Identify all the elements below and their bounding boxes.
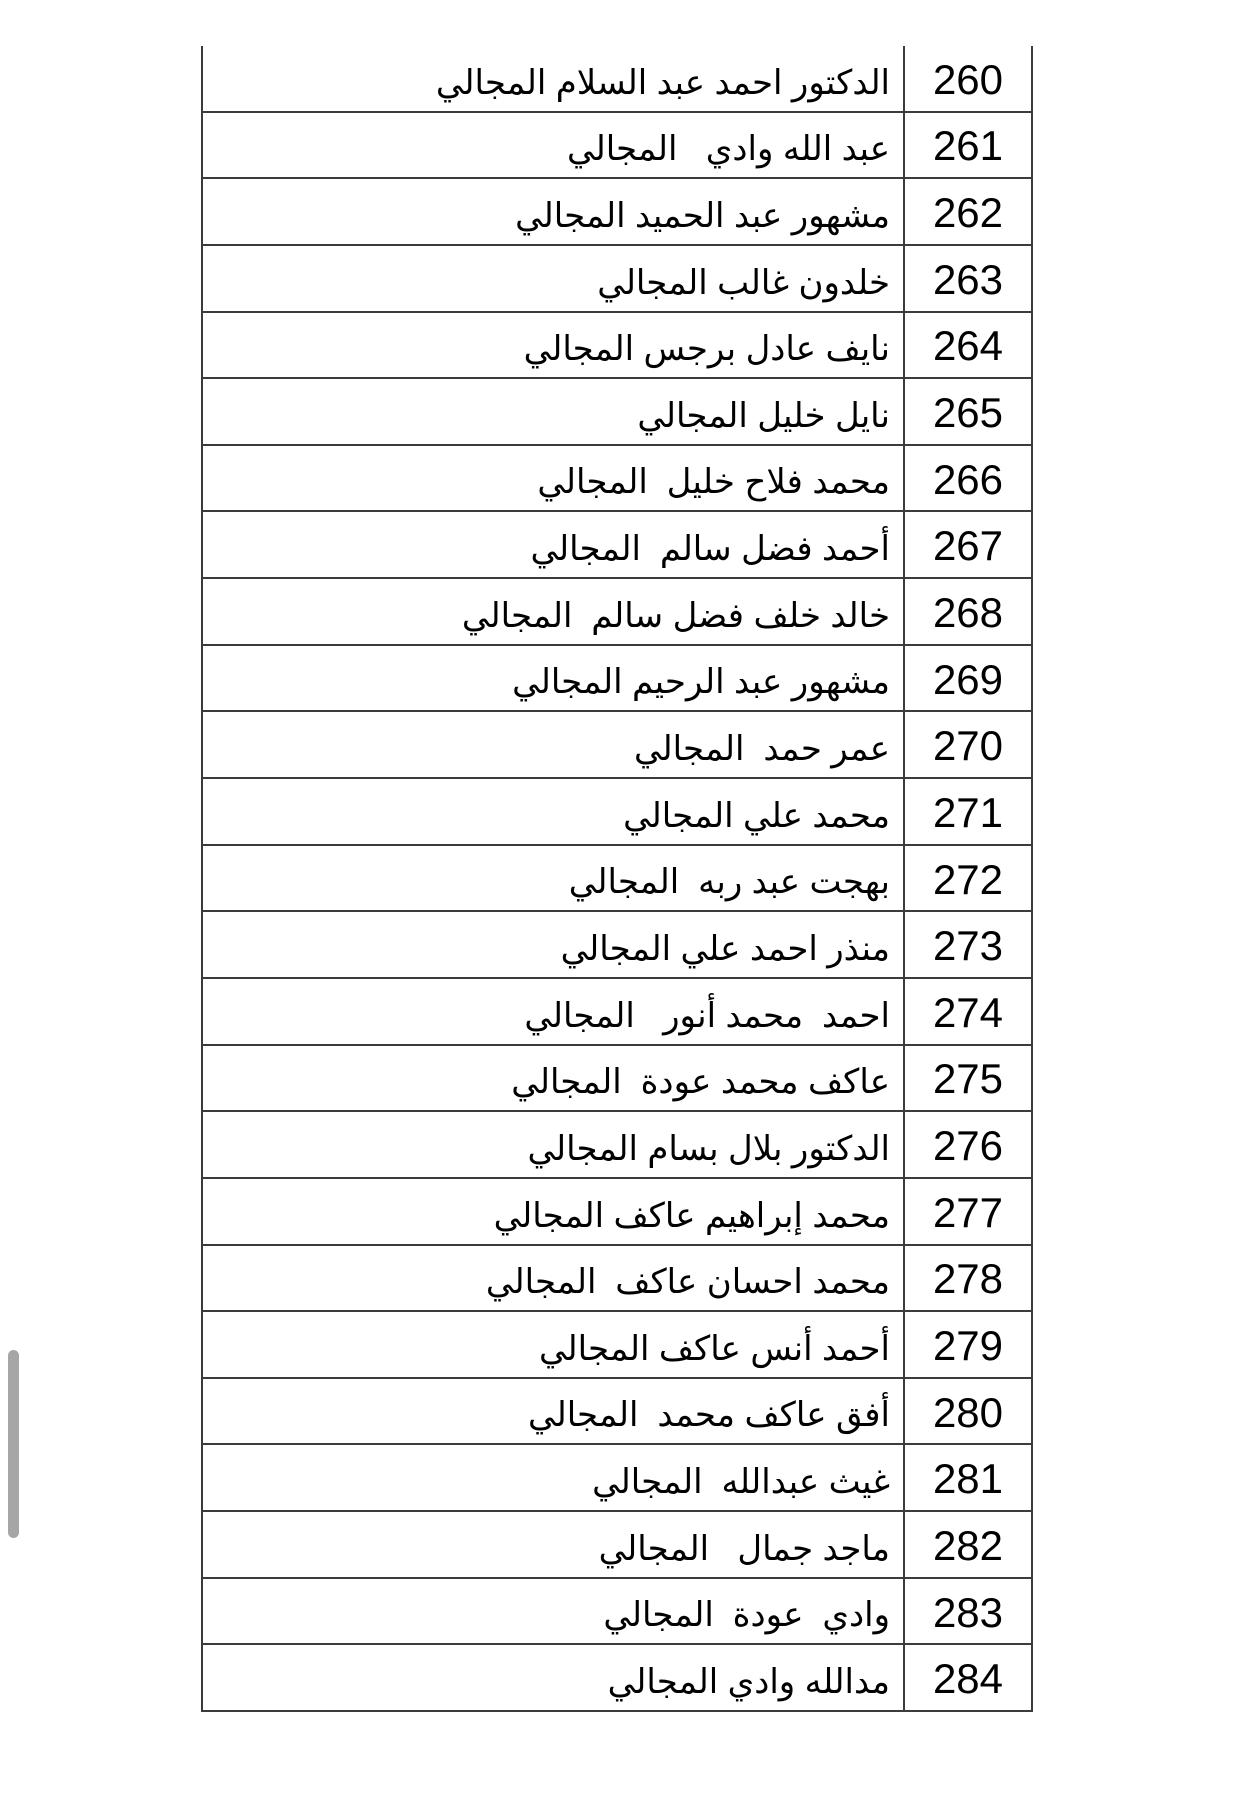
row-number: 277 bbox=[932, 1188, 1004, 1236]
number-cell bbox=[905, 379, 1033, 444]
name-cell bbox=[201, 512, 905, 577]
row-number: 266 bbox=[932, 455, 1004, 503]
name-cell bbox=[201, 779, 905, 844]
row-number: 264 bbox=[932, 322, 1004, 370]
number-cell bbox=[905, 446, 1033, 511]
name-cell bbox=[201, 179, 905, 244]
table-row bbox=[201, 979, 1033, 1046]
row-number: 263 bbox=[932, 255, 1004, 303]
name-cell bbox=[201, 1445, 905, 1510]
person-name: محمد فلاح خليل المجالي bbox=[537, 463, 890, 502]
table-row bbox=[201, 912, 1033, 979]
row-number: 265 bbox=[932, 389, 1004, 437]
number-cell bbox=[905, 46, 1033, 111]
person-name: أحمد أنس عاكف المجالي bbox=[538, 1329, 890, 1368]
person-name: محمد علي المجالي bbox=[623, 796, 890, 835]
table-row bbox=[201, 512, 1033, 579]
row-number: 284 bbox=[932, 1655, 1004, 1703]
table-row bbox=[201, 1379, 1033, 1446]
number-cell bbox=[905, 1312, 1033, 1377]
number-cell bbox=[905, 1046, 1033, 1111]
row-number: 281 bbox=[932, 1455, 1004, 1503]
number-cell bbox=[905, 846, 1033, 911]
row-number: 272 bbox=[932, 855, 1004, 903]
row-number: 278 bbox=[932, 1255, 1004, 1303]
roster-table bbox=[201, 46, 1033, 1712]
name-cell bbox=[201, 113, 905, 178]
scrollbar-thumb[interactable] bbox=[8, 1350, 19, 1538]
person-name: احمد محمد أنور المجالي bbox=[524, 996, 890, 1035]
name-cell bbox=[201, 646, 905, 711]
table-row bbox=[201, 1512, 1033, 1579]
table-row bbox=[201, 1645, 1033, 1712]
person-name: غيث عبدالله المجالي bbox=[592, 1463, 890, 1502]
table-row bbox=[201, 1112, 1033, 1179]
row-number: 267 bbox=[932, 522, 1004, 570]
name-cell bbox=[201, 846, 905, 911]
name-cell bbox=[201, 246, 905, 311]
name-cell bbox=[201, 912, 905, 977]
number-cell bbox=[905, 1179, 1033, 1244]
table-row bbox=[201, 846, 1033, 913]
table-row bbox=[201, 1179, 1033, 1246]
number-cell bbox=[905, 1579, 1033, 1644]
table-row bbox=[201, 446, 1033, 513]
number-cell bbox=[905, 113, 1033, 178]
row-number: 269 bbox=[932, 655, 1004, 703]
person-name: نايف عادل برجس المجالي bbox=[523, 330, 890, 369]
person-name: خلدون غالب المجالي bbox=[597, 263, 890, 302]
row-number: 280 bbox=[932, 1388, 1004, 1436]
name-cell bbox=[201, 1379, 905, 1444]
name-cell bbox=[201, 446, 905, 511]
number-cell bbox=[905, 646, 1033, 711]
number-cell bbox=[905, 1512, 1033, 1577]
name-cell bbox=[201, 46, 905, 111]
row-number: 283 bbox=[932, 1588, 1004, 1636]
table-row bbox=[201, 712, 1033, 779]
row-number: 275 bbox=[932, 1055, 1004, 1103]
person-name: مشهور عبد الحميد المجالي bbox=[515, 196, 890, 235]
person-name: منذر احمد علي المجالي bbox=[560, 929, 890, 968]
person-name: عبد الله وادي المجالي bbox=[567, 130, 890, 169]
number-cell bbox=[905, 579, 1033, 644]
person-name: وادي عودة المجالي bbox=[603, 1596, 890, 1635]
name-cell bbox=[201, 712, 905, 777]
number-cell bbox=[905, 246, 1033, 311]
number-cell bbox=[905, 912, 1033, 977]
number-cell bbox=[905, 179, 1033, 244]
person-name: أحمد فضل سالم المجالي bbox=[530, 530, 890, 569]
table-row bbox=[201, 1312, 1033, 1379]
row-number: 270 bbox=[932, 722, 1004, 770]
number-cell bbox=[905, 1645, 1033, 1710]
table-row bbox=[201, 1445, 1033, 1512]
row-number: 271 bbox=[932, 788, 1004, 836]
table-row bbox=[201, 379, 1033, 446]
name-cell bbox=[201, 379, 905, 444]
table-row bbox=[201, 1046, 1033, 1113]
row-number: 273 bbox=[932, 922, 1004, 970]
number-cell bbox=[905, 1445, 1033, 1510]
row-number: 276 bbox=[932, 1122, 1004, 1170]
row-number: 260 bbox=[932, 55, 1004, 103]
row-number: 262 bbox=[932, 189, 1004, 237]
table-row bbox=[201, 646, 1033, 713]
table-row bbox=[201, 1579, 1033, 1646]
table-row bbox=[201, 113, 1033, 180]
person-name: مدالله وادي المجالي bbox=[607, 1663, 890, 1701]
number-cell bbox=[905, 1246, 1033, 1311]
name-cell bbox=[201, 1112, 905, 1177]
person-name: الدكتور احمد عبد السلام المجالي bbox=[435, 63, 890, 102]
person-name: أفق عاكف محمد المجالي bbox=[528, 1396, 890, 1435]
person-name: بهجت عبد ربه المجالي bbox=[568, 863, 890, 902]
person-name: نايل خليل المجالي bbox=[637, 396, 890, 435]
table-row bbox=[201, 179, 1033, 246]
number-cell bbox=[905, 512, 1033, 577]
name-cell bbox=[201, 979, 905, 1044]
name-cell bbox=[201, 1246, 905, 1311]
number-cell bbox=[905, 979, 1033, 1044]
name-cell bbox=[201, 1046, 905, 1111]
name-cell bbox=[201, 579, 905, 644]
name-cell bbox=[201, 1579, 905, 1644]
person-name: عاكف محمد عودة المجالي bbox=[511, 1063, 890, 1102]
number-cell bbox=[905, 1112, 1033, 1177]
table-row bbox=[201, 579, 1033, 646]
number-cell bbox=[905, 712, 1033, 777]
row-number: 279 bbox=[932, 1321, 1004, 1369]
person-name: محمد احسان عاكف المجالي bbox=[485, 1263, 890, 1302]
person-name: عمر حمد المجالي bbox=[633, 730, 890, 769]
name-cell bbox=[201, 313, 905, 378]
number-cell bbox=[905, 1379, 1033, 1444]
name-cell bbox=[201, 1179, 905, 1244]
table-row bbox=[201, 246, 1033, 313]
person-name: خالد خلف فضل سالم المجالي bbox=[461, 596, 890, 635]
number-cell bbox=[905, 779, 1033, 844]
person-name: مشهور عبد الرحيم المجالي bbox=[512, 663, 890, 702]
person-name: ماجد جمال المجالي bbox=[598, 1529, 890, 1568]
row-number: 268 bbox=[932, 588, 1004, 636]
table-row bbox=[201, 46, 1033, 113]
table-row bbox=[201, 313, 1033, 380]
name-cell bbox=[201, 1312, 905, 1377]
name-cell bbox=[201, 1645, 905, 1710]
number-cell bbox=[905, 313, 1033, 378]
row-number: 282 bbox=[932, 1521, 1004, 1569]
person-name: الدكتور بلال بسام المجالي bbox=[527, 1129, 890, 1168]
name-cell bbox=[201, 1512, 905, 1577]
row-number: 274 bbox=[932, 988, 1004, 1036]
table-row bbox=[201, 779, 1033, 846]
table-row bbox=[201, 1246, 1033, 1313]
row-number: 261 bbox=[932, 122, 1004, 170]
person-name: محمد إبراهيم عاكف المجالي bbox=[493, 1196, 890, 1235]
